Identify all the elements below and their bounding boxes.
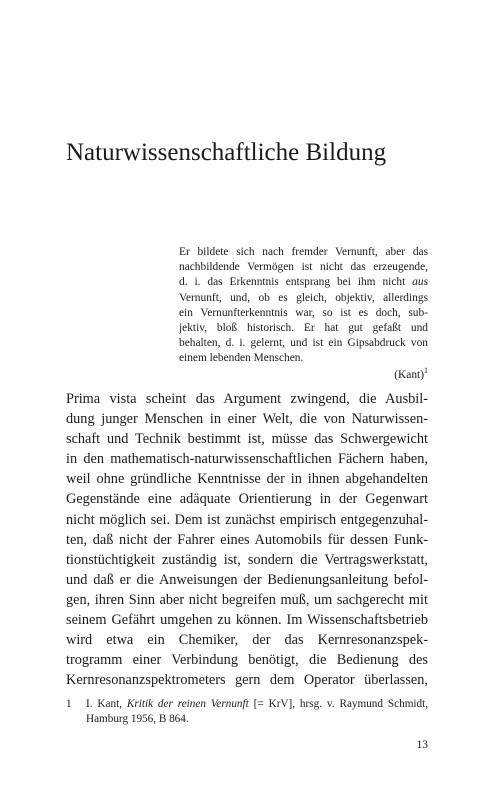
footnote-work-title: Kritik der reinen Vernunft (126, 698, 249, 710)
epigraph-line: behalten, d. i. gelernt, und ist ein Gipsabdruck von (179, 337, 428, 350)
footnote-text (86, 697, 428, 727)
epigraph-line: jektiv, bloß historisch. Er hat gut gefaßt und (179, 321, 428, 334)
body-line: tionstüchtigkeit zuständig ist, sondern die Vertragswerkstatt, (66, 551, 428, 568)
body-line: Prima vista scheint das Argument zwingend, die Ausbil- (66, 391, 428, 407)
body-line: trogramm einer Verbindung benötigt, die Bedienung des (66, 652, 428, 669)
page-number: 13 (416, 739, 428, 751)
footnote-line (86, 697, 428, 712)
footnote-details: [= KrV], hrsg. v. Raymund Schmidt, (248, 698, 429, 710)
body-line: Gegenstände eine adäquate Orientierung in der Gegenwart (66, 491, 428, 508)
epigraph-source (179, 365, 428, 384)
body-line: in den mathematisch-naturwissenschaftlichen Fächern haben, (66, 451, 428, 468)
epigraph-quote (179, 245, 428, 384)
epigraph-line: nachbildende Vermögen ist nicht das erzeugende, (179, 261, 428, 274)
body-line: schaft und Technik bestimmt ist, müsse das Schwergewicht (66, 431, 428, 448)
body-line: nicht möglich sei. Dem ist zunächst empirisch entgegenzuhal- (66, 511, 428, 528)
body-line: und daß er die Anweisungen der Bedienungsanleitung befol- (66, 571, 428, 588)
footnote-author: I. Kant, (86, 698, 127, 710)
body-line: wird etwa ein Chemiker, der das Kernresonanzspek- (66, 632, 428, 649)
body-line: ten, daß nicht der Fahrer eines Automobils für dessen Funk- (66, 531, 428, 548)
epigraph-line: Vernunft, und, ob es gleich, objektiv, allerdings (179, 291, 428, 304)
epigraph-line: ein Vernunfterkenntnis war, so ist es doch, sub- (179, 306, 428, 319)
body-line: weil ohne gründliche Kenntnisse der in ihnen abgehandelten (66, 471, 428, 488)
body-line: seinem Gefährt umgehen zu können. Im Wissenschaftsbetrieb (66, 612, 428, 629)
footnote-line: Hamburg 1956, B 864. (86, 713, 189, 726)
footnote-reference[interactable]: 1 (424, 365, 428, 375)
epigraph-line: einem lebenden Menschen. (179, 352, 304, 365)
epigraph-line: Er bildete sich nach fremder Vernunft, aber das (179, 246, 428, 258)
chapter-title: Naturwissenschaftliche Bildung (66, 139, 387, 166)
body-line: dung junger Menschen in einer Welt, die von Naturwissen- (66, 411, 428, 428)
body-line: gen, ihren Sinn aber nicht begreifen muß, um sachgerecht mit (66, 591, 428, 608)
epigraph-line-text: d. i. das Erkenntnis entsprang bei ihm nicht (179, 276, 413, 289)
epigraph-source-label: (Kant) (394, 368, 424, 381)
epigraph-line (179, 275, 428, 290)
epigraph-emphasis: aus (412, 276, 428, 289)
footnote-number: 1 (66, 698, 72, 710)
body-paragraph (66, 389, 428, 690)
body-line: Kernresonanzspektrometers gern dem Operator überlassen, (66, 672, 428, 689)
